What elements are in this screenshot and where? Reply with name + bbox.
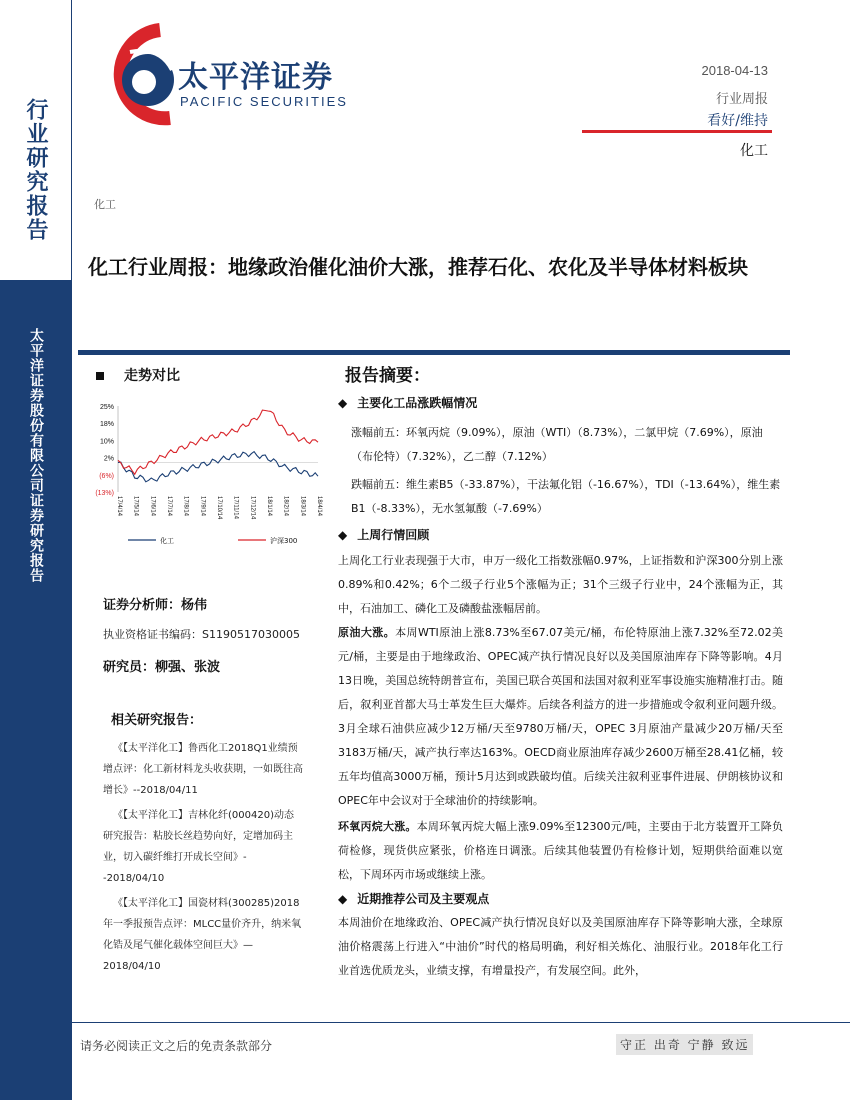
industry: 化工: [740, 143, 768, 159]
crude-text: 本周WTI原油上涨8.73%至67.07美元/桶，布伦特原油上涨7.32%至72.02美元/桶，主要是由于地缘政治、OPEC减产执行情况良好以及美国原油库存下降等影响。4月13日晚，美国总统特朗普宣布，美国已联合英国和法国对叙利亚军事设施实施精准打击。随后，叙利亚首都大马士革发生巨大爆炸。后续各利益方的进一步措施或令叙利亚问题升级。3月全球石油供应减少12万桶/天至9780万桶/天，OPEC 3月原油产量减少20万桶/天至3183万桶/天，减产执行率达163%。OECD商业原油库存减少2600万桶至28.41亿桶，较五年均值高3000万桶，预计5月达到或跌破均值。后续关注叙利亚事件进展、伊朗核协议和OPEC年中会议对于全球油价的持续影响。: [338, 626, 784, 807]
outlook-text: 本周油价在地缘政治、OPEC减产执行情况良好以及美国原油库存下降等影响大涨，全球原油价格震荡上行进入“中油价”时代的格局明确，利好相关炼化、油服行业。2018年化工行业首选优质龙头，业绩支撑，有增量投产，有发展空间。此外，: [338, 916, 783, 977]
x-tick-label: 17/6/14: [149, 496, 156, 517]
square-bullet-icon: [96, 372, 104, 380]
x-tick-label: 17/9/14: [199, 496, 206, 517]
researchers: 研究员：柳强、张波: [103, 660, 221, 675]
trend-heading: [96, 365, 180, 385]
section-heading: [338, 887, 783, 911]
section-title: 上周行情回顾: [357, 528, 430, 542]
series-line-0: [118, 452, 318, 482]
title-divider: [78, 350, 790, 355]
section-title: 近期推荐公司及主要观点: [357, 892, 490, 906]
epo-text: 本周环氧丙烷大幅上涨9.09%至12300元/吨，主要由于北方装置开工降负荷检修，现货供应紧张，价格连日调涨。后续其他装置仍有检修计划，短期供给面难以宽松，下周环丙市场或继续上涨。: [338, 820, 783, 881]
section-title: 主要化工品涨跌幅情况: [357, 396, 478, 410]
y-tick-label: 2%: [103, 455, 114, 463]
report-type: 行业周报: [715, 92, 768, 107]
logo-english-name: PACIFIC SECURITIES: [180, 94, 348, 109]
footer-divider: [72, 1022, 850, 1023]
series-line-1: [118, 410, 318, 474]
y-tick-label: 25%: [99, 404, 114, 411]
x-tick-label: 17/10/14: [216, 496, 222, 520]
rating: 看好/维持: [707, 113, 768, 129]
related-report-item[interactable]: 《【太平洋化工】吉林化纤(000420)动态研究报告：粘胶长丝趋势向好，定增加码主业，切入碳纤维打开成长空间》--2018/04/10: [103, 810, 294, 884]
section-heading: [338, 391, 783, 415]
section-heading: [338, 523, 783, 547]
header-divider: [582, 130, 772, 133]
legend-label: 沪深300: [270, 537, 298, 545]
related-report-item[interactable]: 《【太平洋化工】鲁西化工2018Q1业绩预增点评：化工新材料龙头收获期，一如既往高增长》--2018/04/11: [103, 743, 303, 796]
related-reports-heading: 相关研究报告：: [111, 713, 203, 728]
legend-label: 化工: [160, 537, 174, 545]
trend-heading-label: 走势对比: [124, 368, 180, 384]
crude-keyword: 原油大涨。: [338, 626, 396, 639]
page-title: 化工行业周报：地缘政治催化油价大涨，推荐石化、农化及半导体材料板块: [88, 255, 748, 279]
disclaimer-text: 请务必阅读正文之后的免责条款部分: [80, 1039, 273, 1053]
y-tick-label: 10%: [99, 438, 114, 446]
y-tick-label: (13%): [95, 490, 114, 497]
analyst: 证券分析师：杨伟: [103, 598, 208, 613]
license-number: 执业资格证书编码：S1190517030005: [103, 628, 300, 641]
x-tick-label: 17/5/14: [132, 496, 139, 517]
logo-chinese-name: 太平洋证券: [178, 60, 333, 95]
losers-text: 跌幅前五：维生素B5（-33.87%），干法氟化铝（-16.67%），TDI（-13.64%），维生素B1（-8.33%），无水氢氟酸（-7.69%）: [351, 478, 781, 515]
related-report-item[interactable]: 《【太平洋化工】国瓷材料(300285)2018年一季报预告点评：MLCC量价齐升，纳米氧化锆及尾气催化载体空间巨大》—2018/04/10: [103, 898, 302, 972]
x-tick-label: 17/7/14: [166, 496, 172, 517]
x-tick-label: 18/4/14: [316, 496, 322, 517]
company-motto: 守正 出奇 宁静 致远: [616, 1034, 753, 1055]
x-tick-label: 17/4/14: [116, 496, 122, 517]
x-tick-label: 17/12/14: [249, 496, 256, 520]
epo-keyword: 环氧丙烷大涨。: [338, 820, 417, 833]
crude-oil-paragraph: [338, 621, 783, 813]
diamond-bullet-icon: ◆: [338, 528, 348, 542]
market-review-text: 上周化工行业表现强于大市，申万一级化工指数涨幅0.97%，上证指数和沪深300分别上涨0.89%和0.42%；6个二级子行业5个涨幅为正；31个三级子行业中，24个涨幅为正，其中，石油加工、磷化工及磷酸盐涨幅居前。: [338, 554, 783, 615]
diamond-bullet-icon: ◆: [338, 396, 348, 410]
report-type-vertical: 行业研究报告: [23, 98, 49, 242]
trend-chart: [88, 392, 328, 552]
y-tick-label: 18%: [99, 421, 114, 429]
diamond-bullet-icon: ◆: [338, 892, 348, 906]
x-tick-label: 18/2/14: [282, 496, 289, 517]
report-date: 2018-04-13: [701, 63, 768, 78]
x-tick-label: 17/8/14: [182, 496, 189, 517]
sector-tag: 化工: [94, 198, 116, 211]
summary-section-1: [338, 391, 783, 983]
gainers-text: 涨幅前五：环氧丙烷（9.09%），原油（WTI）（8.73%），二氯甲烷（7.69%），原油（布伦特）（7.32%），乙二醇（7.12%）: [351, 426, 763, 463]
y-tick-label: (6%): [99, 472, 114, 480]
x-tick-label: 17/11/14: [232, 496, 239, 519]
summary-heading: 报告摘要：: [345, 366, 430, 386]
related-reports-list: [103, 738, 303, 981]
x-tick-label: 18/1/14: [266, 496, 272, 517]
x-tick-label: 18/3/14: [299, 496, 306, 517]
company-vertical-label: 太平洋证券股份有限公司证券研究报告: [28, 328, 44, 583]
epo-paragraph: [338, 815, 783, 887]
